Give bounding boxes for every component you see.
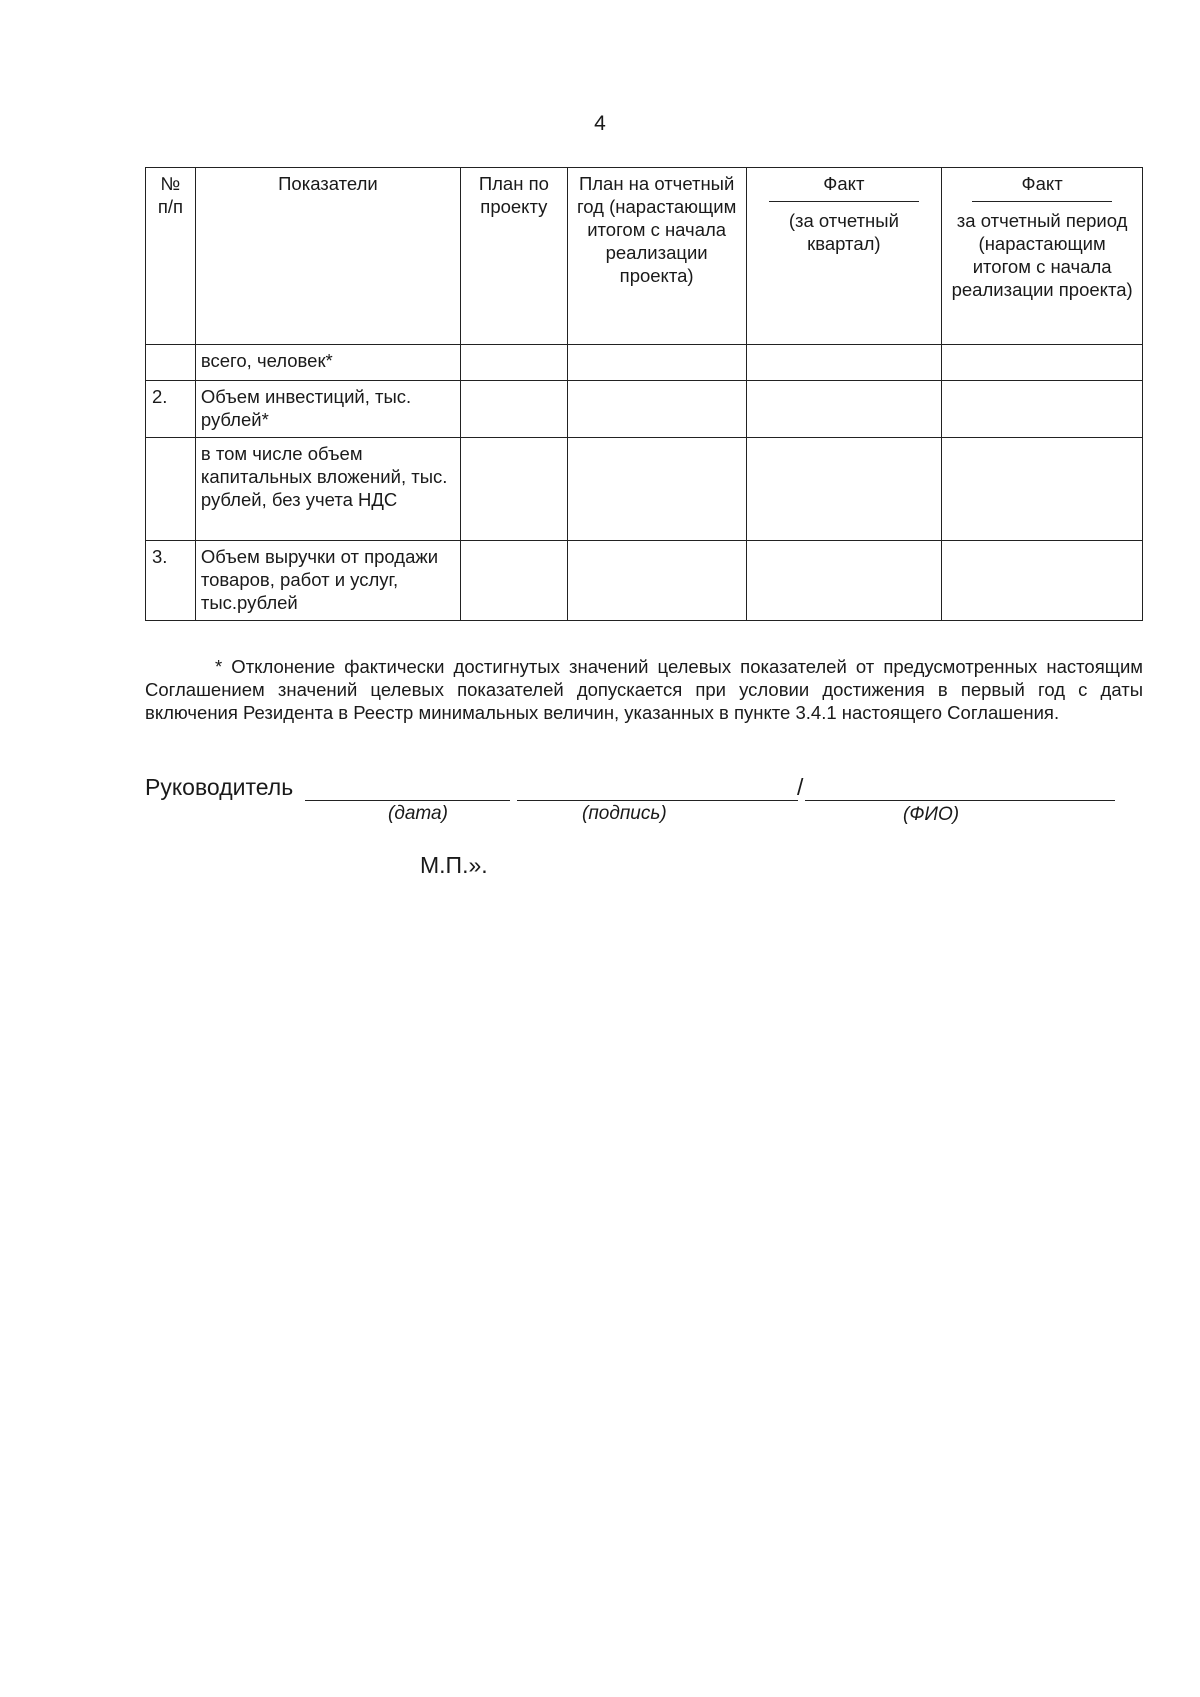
fact-period-sub: за отчетный период (нарастающим итогом с начала реализации проекта) xyxy=(951,210,1133,300)
footnote xyxy=(145,655,1143,724)
cell-empty xyxy=(567,541,746,621)
indicators-table xyxy=(145,167,1143,621)
row-num: 3. xyxy=(146,541,196,621)
table-row xyxy=(146,541,1143,621)
cell-empty xyxy=(460,345,567,381)
header-fact-period xyxy=(942,168,1143,345)
date-line xyxy=(305,800,510,801)
cell-empty xyxy=(746,345,942,381)
table-row xyxy=(146,438,1143,541)
cell-empty xyxy=(567,345,746,381)
cell-empty xyxy=(746,438,942,541)
cell-empty xyxy=(746,381,942,438)
cell-empty xyxy=(942,381,1143,438)
name-hint: (ФИО) xyxy=(903,804,960,825)
page-number: 4 xyxy=(594,112,606,135)
cell-empty xyxy=(942,345,1143,381)
row-num: 2. xyxy=(146,381,196,438)
header-fact-quarter xyxy=(746,168,942,345)
table-row xyxy=(146,345,1143,381)
cell-empty xyxy=(460,438,567,541)
name-line xyxy=(805,800,1115,801)
fact-quarter-sub: (за отчетный квартал) xyxy=(788,210,899,254)
row-name: в том числе объем капитальных вложений, тыс. рублей, без учета НДС xyxy=(195,438,460,541)
header-num: № п/п xyxy=(146,168,196,345)
header-plan-year: План на отчетный год (нарастающим итогом с начала реализации проекта) xyxy=(567,168,746,345)
cell-empty xyxy=(460,381,567,438)
date-hint: (дата) xyxy=(388,803,448,824)
fact-quarter-title: Факт xyxy=(769,172,919,202)
header-name: Показатели xyxy=(195,168,460,345)
cell-empty xyxy=(746,541,942,621)
row-num xyxy=(146,438,196,541)
cell-empty xyxy=(460,541,567,621)
cell-empty xyxy=(567,438,746,541)
header-plan-project: План по проекту xyxy=(460,168,567,345)
cell-empty xyxy=(942,438,1143,541)
row-num xyxy=(146,345,196,381)
signature-hint: (подпись) xyxy=(582,803,667,824)
row-name: Объем инвестиций, тыс. рублей* xyxy=(195,381,460,438)
row-name: Объем выручки от продажи товаров, работ и услуг, тыс.рублей xyxy=(195,541,460,621)
footnote-text: * Отклонение фактически достигнутых значений целевых показателей от предусмотренных настоящим Соглашением значений целевых показателей допускается при условии достижения в первый год с даты включения Резидента в Реестр минимальных величин, указанных в пункте 3.4.1 настоящего Соглашения. xyxy=(145,656,1143,723)
cell-empty xyxy=(942,541,1143,621)
fact-period-title: Факт xyxy=(972,172,1112,202)
signature-label: Руководитель xyxy=(145,774,294,800)
stamp-mark: М.П.». xyxy=(420,852,488,878)
table-header-row xyxy=(146,168,1143,345)
signature-line xyxy=(517,800,798,801)
table-row xyxy=(146,381,1143,438)
signature-slash: / xyxy=(797,774,804,800)
cell-empty xyxy=(567,381,746,438)
row-name: всего, человек* xyxy=(195,345,460,381)
